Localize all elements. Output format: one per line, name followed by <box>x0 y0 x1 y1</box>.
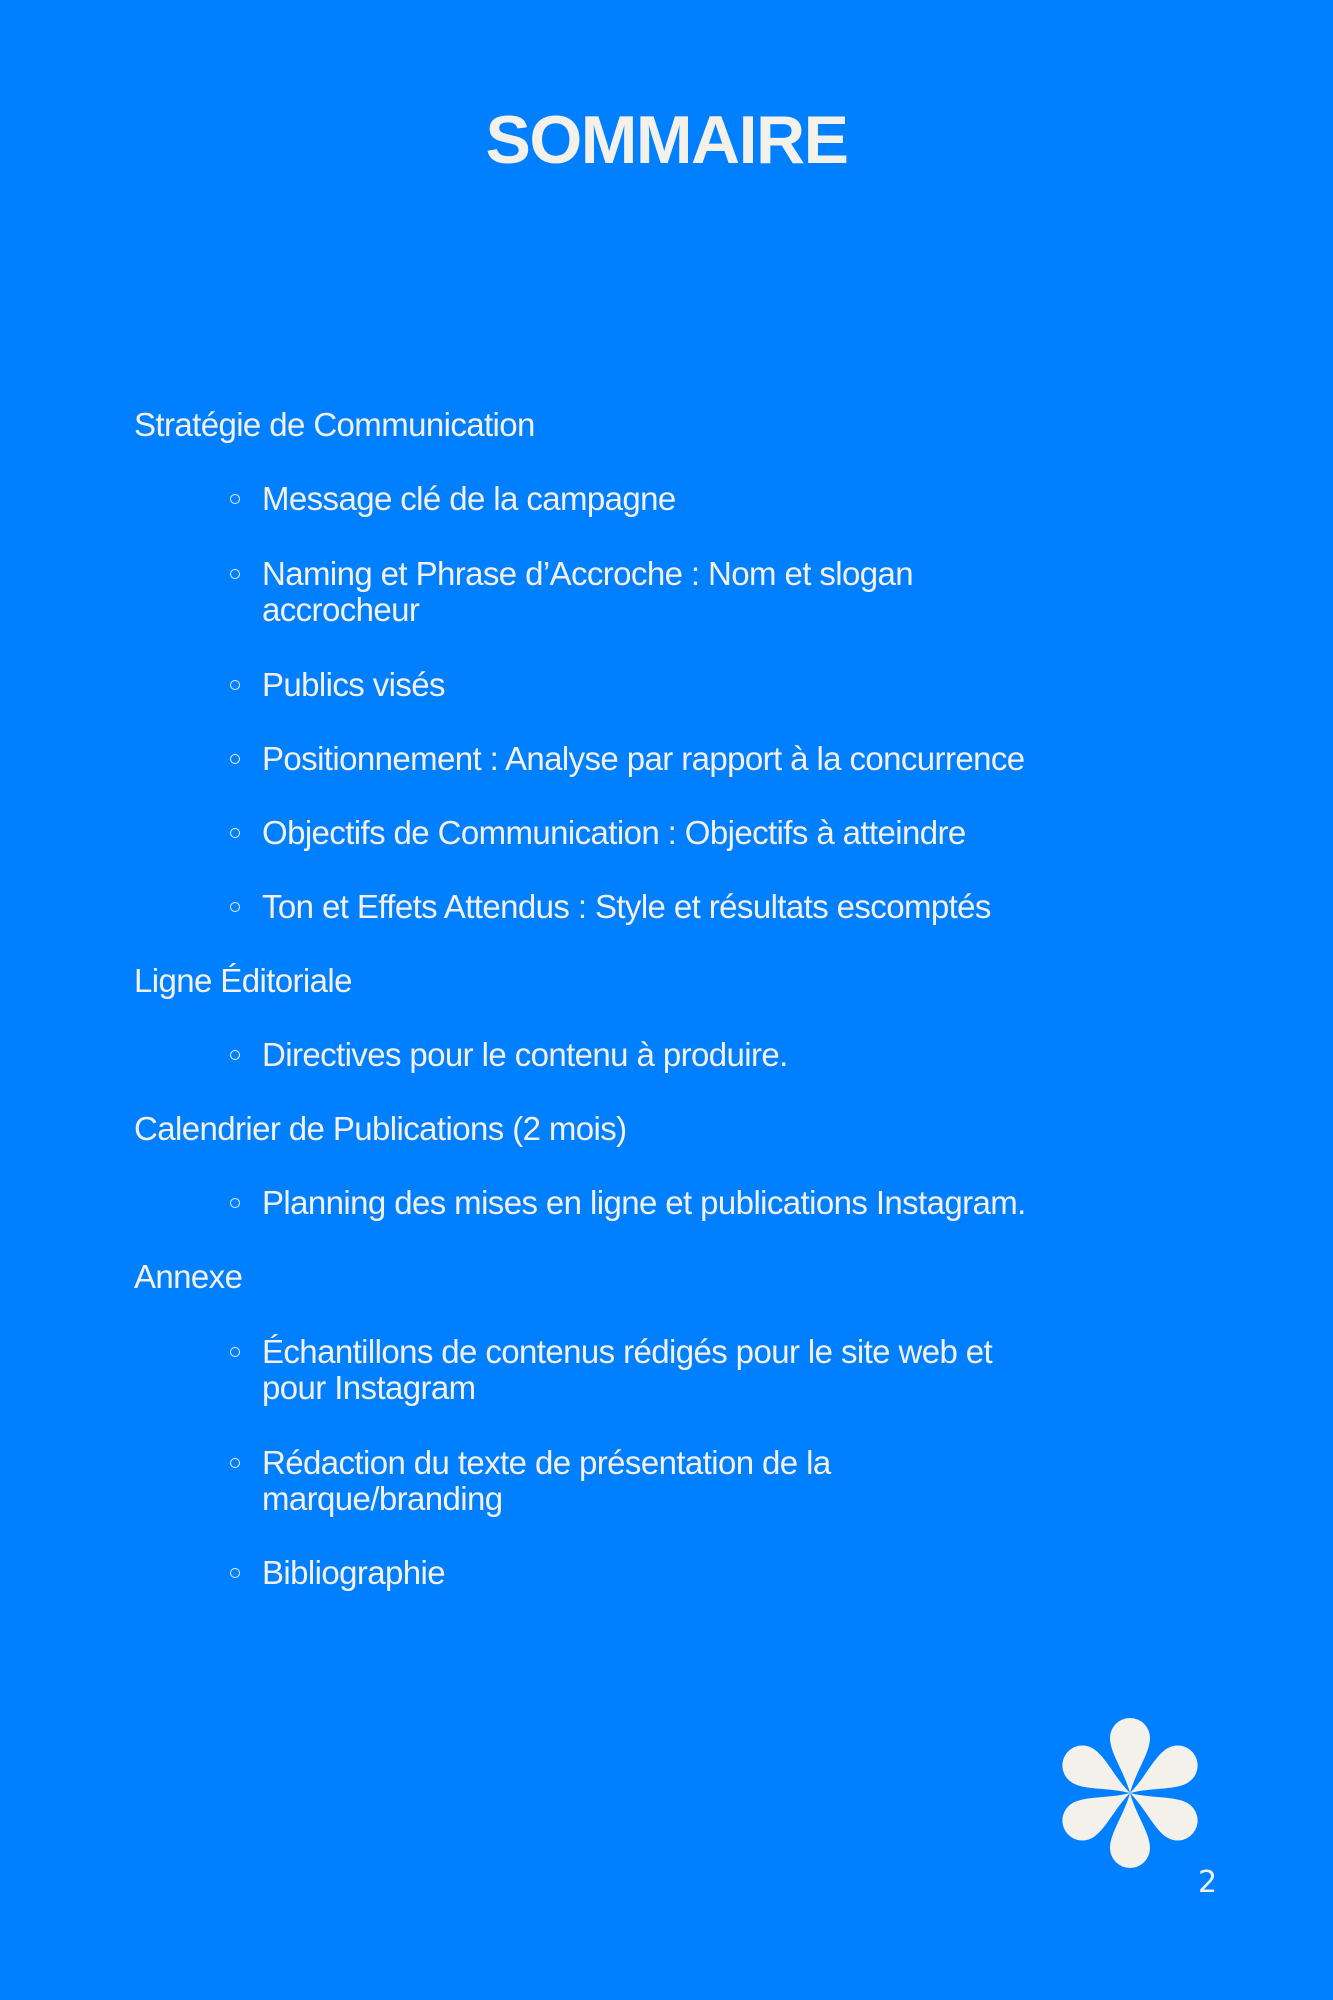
bullet-icon <box>230 1050 240 1060</box>
toc-item[interactable]: Naming et Phrase d’Accroche : Nom et slogan <box>262 555 914 592</box>
toc-section-calendrier[interactable]: Calendrier de Publications (2 mois) <box>134 1110 627 1147</box>
page-number: 2 <box>1198 1865 1218 1900</box>
toc-item-continuation[interactable]: accrocheur <box>262 591 420 628</box>
bullet-icon <box>230 1458 240 1468</box>
bullet-icon <box>230 569 240 579</box>
toc-item[interactable]: Échantillons de contenus rédigés pour le site web et <box>262 1333 993 1370</box>
toc-section-annexe[interactable]: Annexe <box>134 1258 243 1295</box>
toc-item[interactable]: Ton et Effets Attendus : Style et résultats escomptés <box>262 888 991 925</box>
bullet-icon <box>230 828 240 838</box>
toc-item[interactable]: Message clé de la campagne <box>262 480 676 517</box>
toc-item[interactable]: Publics visés <box>262 666 445 703</box>
bullet-icon <box>230 494 240 504</box>
bullet-icon <box>230 1198 240 1208</box>
toc-item[interactable]: Bibliographie <box>262 1554 445 1591</box>
toc-item-continuation[interactable]: marque/branding <box>262 1480 503 1517</box>
toc-section-ligne-editoriale[interactable]: Ligne Éditoriale <box>134 962 352 999</box>
bullet-icon <box>230 680 240 690</box>
bullet-icon <box>230 1347 240 1357</box>
toc-item[interactable]: Planning des mises en ligne et publications Instagram. <box>262 1184 1026 1221</box>
toc-item[interactable]: Directives pour le contenu à produire. <box>262 1036 788 1073</box>
toc-item[interactable]: Rédaction du texte de présentation de la <box>262 1444 831 1481</box>
bullet-icon <box>230 902 240 912</box>
toc-item-continuation[interactable]: pour Instagram <box>262 1369 476 1406</box>
toc-section-strategie[interactable]: Stratégie de Communication <box>134 406 535 443</box>
bullet-icon <box>230 1568 240 1578</box>
flower-icon <box>1057 1718 1203 1868</box>
toc-item[interactable]: Positionnement : Analyse par rapport à la concurrence <box>262 740 1025 777</box>
bullet-icon <box>230 754 240 764</box>
page-title: SOMMAIRE <box>485 102 848 178</box>
toc-item[interactable]: Objectifs de Communication : Objectifs à atteindre <box>262 814 966 851</box>
